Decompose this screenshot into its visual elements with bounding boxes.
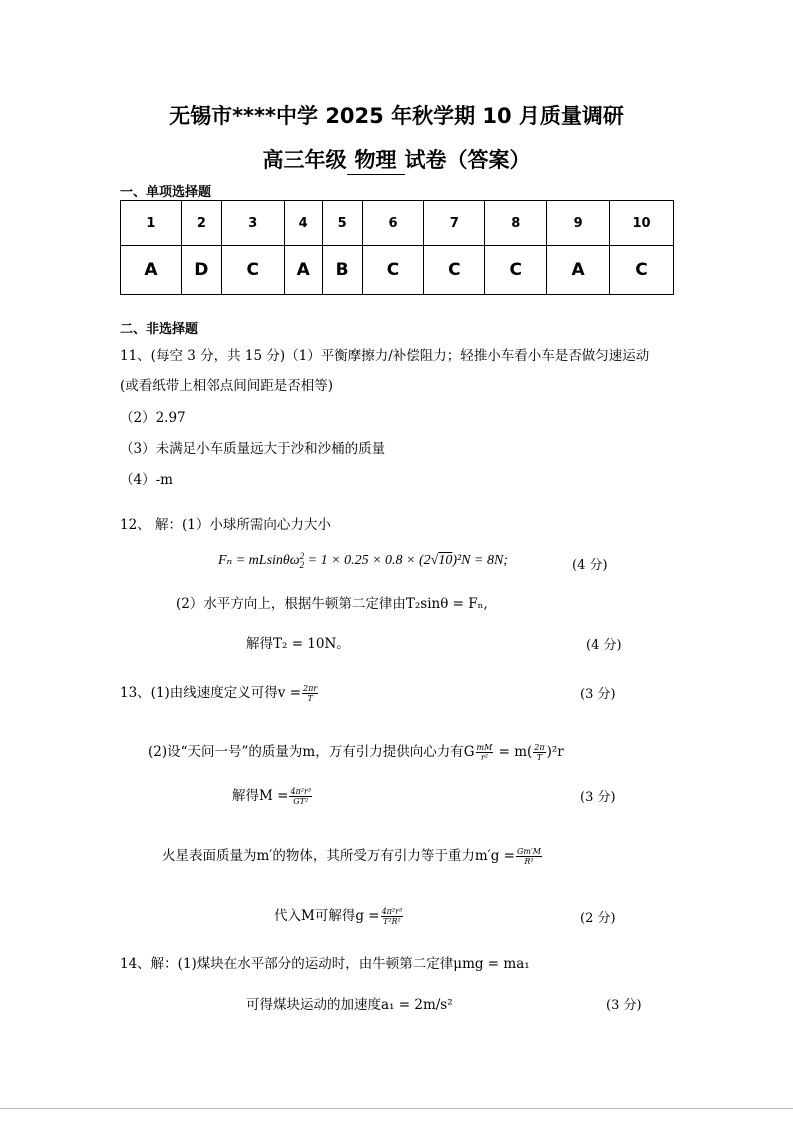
q13-p2-numerator: mM xyxy=(476,743,493,752)
mc-number: 1 xyxy=(121,201,182,246)
mc-answer: A xyxy=(547,246,610,295)
subtitle-suffix: 试卷（答案） xyxy=(404,148,531,172)
q13-p4-denominator: T²R² xyxy=(382,917,401,926)
q11-line1: 11、(每空 3 分，共 15 分)（1）平衡摩擦力/补偿阻力；轻推小车看小车是否做匀速运动 xyxy=(120,348,650,364)
q13-p4-a: 代入M可解得g = xyxy=(274,908,380,924)
mc-answer: C xyxy=(610,246,674,295)
q12-part-2: (2）水平方向上，根据牛顿第二定律由T₂sinθ = Fₙ, xyxy=(176,596,488,612)
q13-score-2: (3 分) xyxy=(580,790,616,805)
mc-answer: C xyxy=(221,246,284,295)
q13-p1-denominator: T xyxy=(307,694,313,703)
subtitle-subject: 物理 xyxy=(347,144,405,175)
q13-part-1 xyxy=(120,681,319,703)
q14-part-2: 可得煤块运动的加速度a₁ = 2m/s² xyxy=(246,997,453,1013)
page-title: 无锡市****中学 2025 年秋学期 10 月质量调研 xyxy=(169,104,624,128)
section-2-heading: 二、非选择题 xyxy=(120,322,199,337)
mc-number: 8 xyxy=(485,201,547,246)
mc-answer-table xyxy=(120,200,674,295)
q11-answer-4: （4）-m xyxy=(120,472,173,488)
q13-p2-denominator-2: T xyxy=(536,753,543,762)
mc-answer: C xyxy=(362,246,424,295)
q12-eq1-a: Fₙ = mLsinθω xyxy=(218,553,300,569)
page-bottom-divider xyxy=(0,1108,793,1109)
section-1-heading: 一、单项选择题 xyxy=(120,185,212,200)
mc-number: 6 xyxy=(362,201,424,246)
q13-part-4 xyxy=(274,904,404,926)
mc-answer: B xyxy=(322,246,362,295)
q13-p2-a: (2)设“天问一号”的质量为m，万有引力提供向心力有G xyxy=(148,744,475,760)
q13-res-denominator: GT² xyxy=(293,797,309,806)
q12-equation-1: Fₙ = mLsinθω 2 2 = 1 × 0.25 × 0.8 × (2√10)²N = 8N; xyxy=(218,551,508,570)
q14-score-1: (3 分) xyxy=(606,998,642,1013)
mc-number: 7 xyxy=(424,201,485,246)
q13-p3-a: 火星表面质量为m′的物体，其所受万有引力等于重力m′g = xyxy=(162,848,515,864)
q12-eq1-b: = 1 × 0.25 × 0.8 × (2√ xyxy=(304,553,439,569)
q13-p3-denominator: R² xyxy=(524,857,534,866)
q13-part-2 xyxy=(148,740,564,762)
q13-p2-numerator-2: 2π xyxy=(534,743,545,752)
mc-answer: A xyxy=(284,246,322,295)
mc-number: 2 xyxy=(181,201,221,246)
q14-part-1: 14、解：(1)煤块在水平部分的运动时，由牛顿第二定律μmg = ma₁ xyxy=(120,956,530,972)
q11-line2: (或看纸带上相邻点间间距是否相等) xyxy=(120,378,334,394)
mc-number: 4 xyxy=(284,201,322,246)
mc-answer: A xyxy=(121,246,182,295)
q13-p1-numerator: 2πr xyxy=(303,684,318,693)
q13-result-M xyxy=(232,784,313,806)
q13-p4-numerator: 4π²r³ xyxy=(381,907,403,916)
q13-p2-b: = m( xyxy=(494,744,533,760)
mc-number: 3 xyxy=(221,201,284,246)
q12-eq1-c: )²N = 8N; xyxy=(452,553,508,569)
q13-score-1: (3 分) xyxy=(580,687,616,702)
q13-score-3: (2 分) xyxy=(580,911,616,926)
q13-p2-c: )²r xyxy=(546,744,564,760)
mc-number: 5 xyxy=(322,201,362,246)
q13-p3-numerator: Gm′M xyxy=(516,847,541,856)
mc-answer: C xyxy=(485,246,547,295)
page-subtitle xyxy=(0,144,793,175)
q12-intro: 12、 解：(1）小球所需向心力大小 xyxy=(120,517,331,533)
mc-number: 9 xyxy=(547,201,610,246)
q12-score-1: (4 分) xyxy=(572,558,608,573)
mc-answer-row xyxy=(121,246,674,295)
mc-number: 10 xyxy=(610,201,674,246)
q13-res-a: 解得M = xyxy=(232,788,289,804)
q13-p1-text: 13、(1)由线速度定义可得v = xyxy=(120,685,302,701)
subtitle-prefix: 高三年级 xyxy=(262,148,347,172)
mc-number-row xyxy=(121,201,674,246)
q11-answer-2: （2）2.97 xyxy=(120,410,186,426)
q12-score-2: (4 分) xyxy=(586,638,622,653)
q12-eq1-radicand: 10 xyxy=(438,553,453,569)
q13-part-3 xyxy=(162,844,543,866)
mc-answer: D xyxy=(181,246,221,295)
q12-result-2: 解得T₂ = 10N。 xyxy=(246,636,350,652)
q13-p2-denominator: r² xyxy=(480,753,488,762)
mc-answer: C xyxy=(424,246,485,295)
q11-answer-3: （3）未满足小车质量远大于沙和沙桶的质量 xyxy=(120,441,386,457)
q13-res-numerator: 4π²r³ xyxy=(290,787,312,796)
